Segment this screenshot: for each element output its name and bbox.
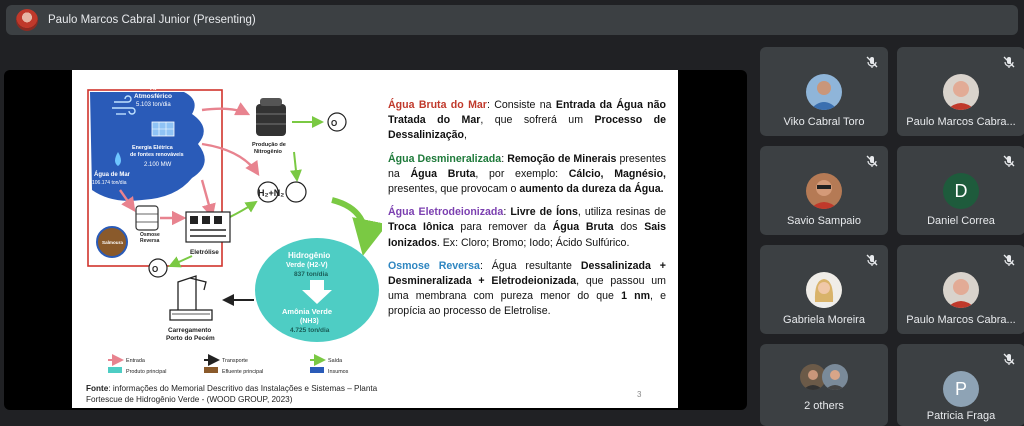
presenter-title: Paulo Marcos Cabral Junior (Presenting) (48, 14, 256, 26)
label-porto2: Porto do Pecém (166, 335, 215, 342)
avatar-initial: D (943, 173, 979, 209)
label-ar2: Atmosférico (134, 93, 172, 100)
participant-tile[interactable] (897, 146, 1024, 235)
participant-name: 2 others (804, 400, 844, 412)
participant-name: Daniel Correa (927, 215, 995, 227)
label-amonia-amount: 4.725 ton/dia (290, 327, 330, 334)
participant-name: Paulo Marcos Cabra... (906, 314, 1016, 326)
participant-tile-others[interactable] (760, 344, 888, 426)
participant-tile[interactable] (897, 47, 1024, 136)
legend-transporte: Transporte (222, 358, 248, 364)
label-energia2: de fontes renováveis (130, 152, 184, 158)
solar-panel-icon (152, 122, 174, 136)
participant-name: Viko Cabral Toro (783, 116, 865, 128)
process-diagram (72, 70, 382, 380)
presentation-slide (72, 70, 678, 408)
avatar (943, 74, 979, 110)
label-nitro1: Produção de (252, 142, 286, 148)
presenter-avatar (16, 9, 38, 31)
legend-produto: Produto principal (126, 369, 167, 375)
para-agua-bruta: Água Bruta do Mar: Consiste na Entrada da Água não Tratada do Mar, que sofrerá um Processo de Dessalinização, (388, 99, 667, 142)
legend (108, 358, 349, 375)
avatar (806, 173, 842, 209)
label-agua: Água de Mar (94, 172, 131, 178)
mic-off-icon (1002, 55, 1016, 69)
legend-saida: Saída (328, 358, 343, 364)
mic-off-icon (1002, 253, 1016, 267)
participant-tile[interactable] (760, 146, 888, 235)
label-ar: Ar (150, 85, 158, 92)
mic-off-icon (865, 55, 879, 69)
label-o2-top: O (331, 119, 338, 128)
label-osmose2: Reversa (140, 238, 160, 244)
port-crane-icon (170, 276, 212, 320)
avatar (822, 364, 848, 390)
mic-off-icon (865, 154, 879, 168)
legend-insumos: Insumos (328, 369, 349, 375)
mic-off-icon (1002, 352, 1016, 366)
participant-tile[interactable] (897, 344, 1024, 426)
label-ar-amount: 5.103 ton/dia (136, 102, 171, 108)
label-hidro1: Hidrogênio (288, 251, 331, 260)
participant-name: Gabriela Moreira (783, 314, 865, 326)
avatar (806, 74, 842, 110)
osmosis-tank-icon (136, 206, 158, 230)
participant-name: Paulo Marcos Cabra... (906, 116, 1016, 128)
avatar (943, 272, 979, 308)
legend-entrada: Entrada (126, 358, 145, 364)
nitrogen-tank-icon (256, 98, 286, 136)
label-hidro2: Verde (H2-V) (286, 262, 328, 269)
para-agua-desmineralizada: Água Desmineralizada: Remoção de Minerais presentes na Água Bruta, por exemplo: Cálcio, Magnésio, presentes, que provocam o aumento da dureza da Água. (388, 152, 667, 196)
mic-off-icon (865, 253, 879, 267)
avatar-initial: P (943, 371, 979, 407)
avatar (806, 272, 842, 308)
legend-efluente: Efluente principal (222, 369, 264, 375)
slide-footnote: Fonte: informações do Memorial Descritivo das Instalações e Sistemas – Planta Fortescue de Hidrogênio Verde - (WOOD GROUP, 2023) (86, 384, 378, 404)
mic-off-icon (1002, 154, 1016, 168)
label-energia1: Energia Elétrica (132, 145, 173, 151)
label-agua-amount: 106.174 ton/dia (92, 180, 127, 186)
participant-tile[interactable] (760, 47, 888, 136)
label-hidro-amount: 837 ton/dia (294, 271, 328, 278)
presenting-bar (6, 5, 1018, 35)
label-nitro2: Nitrogênio (254, 149, 282, 155)
slide-text (388, 98, 666, 328)
electrolyzer-icon (186, 212, 230, 242)
label-amonia1: Amônia Verde (282, 307, 333, 316)
label-porto1: Carregamento (168, 327, 212, 334)
label-o2-bottom: O (152, 265, 159, 274)
label-amonia2: (NH3) (300, 318, 319, 325)
label-salmoura: Salmoura (102, 240, 123, 245)
participant-tile[interactable] (760, 245, 888, 334)
label-energia-amount: 2.100 MW (144, 162, 172, 168)
participant-name: Patricia Fraga (926, 410, 996, 422)
participant-tile[interactable] (897, 245, 1024, 334)
label-osmose1: Osmose (140, 232, 160, 238)
label-h2n2: H₂+N₂ (258, 188, 285, 198)
label-eletrolise: Eletrólise (190, 249, 219, 256)
slide-page-number: 3 (637, 390, 642, 399)
n2-circle (286, 182, 306, 202)
para-osmose-reversa: Osmose Reversa: Água resultante Dessalinizada + Desmineralizada + Eletrodeionizada, que passou um uma membrana com pureza menor do que 1 nm, e propícia ao processo de Eletrolise. (388, 259, 666, 318)
participant-name: Savio Sampaio (787, 215, 861, 227)
para-agua-eletrodeionizada: Água Eletrodeionizada: Livre de Íons, utiliza resinas de Troca Iônica para remover da Água Bruta dos Sais Ionizados. Ex: Cloro; Bromo; Iodo; Ácido Sulfúrico. (388, 206, 666, 249)
